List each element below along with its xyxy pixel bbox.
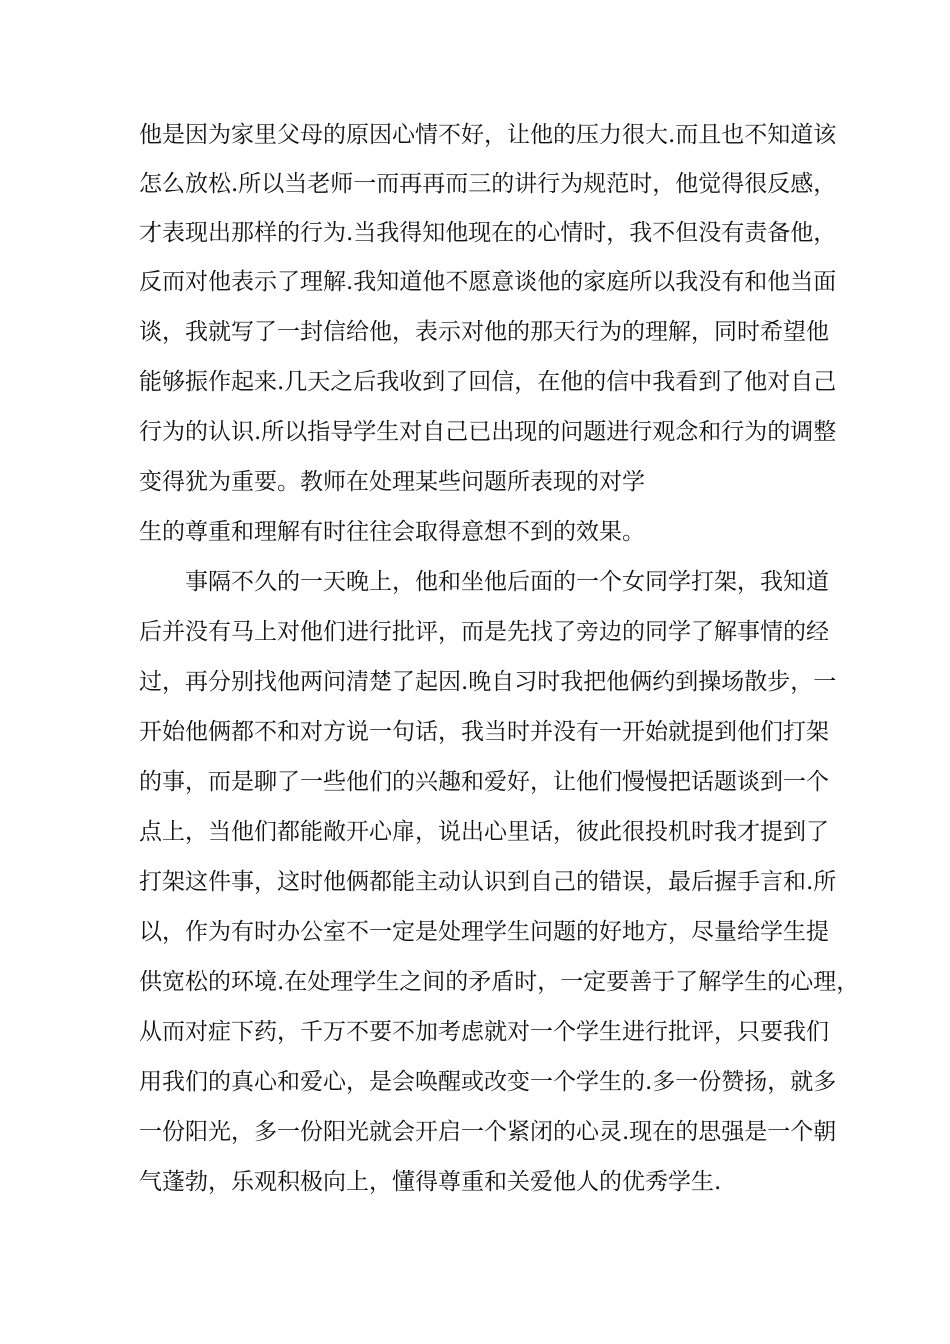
text-line: 过，再分别找他两问清楚了起因.晚自习时我把他俩约到操场散步，一	[139, 669, 837, 695]
paragraph-first-line: 事隔不久的一天晚上，他和坐他后面的一个女同学打架，我知道	[185, 569, 829, 595]
text-line: 点上，当他们都能敞开心扉，说出心里话，彼此很投机时我才提到了	[139, 819, 829, 845]
text-line: 的事，而是聊了一些他们的兴趣和爱好，让他们慢慢把话题谈到一个	[139, 769, 829, 795]
text-line: 气蓬勃，乐观积极向上，懂得尊重和关爱他人的优秀学生.	[139, 1169, 722, 1195]
text-line: 怎么放松.所以当老师一而再再而三的讲行为规范时，他觉得很反感，	[139, 171, 837, 197]
text-line: 打架这件事，这时他俩都能主动认识到自己的错误，最后握手言和.所	[139, 869, 837, 895]
text-line: 生的尊重和理解有时往往会取得意想不到的效果。	[139, 519, 645, 545]
text-line: 一份阳光，多一份阳光就会开启一个紧闭的心灵.现在的思强是一个朝	[139, 1119, 837, 1145]
text-line: 变得犹为重要。教师在处理某些问题所表现的对学	[139, 469, 645, 495]
text-line: 行为的认识.所以指导学生对自己已出现的问题进行观念和行为的调整	[139, 419, 837, 445]
text-line: 他是因为家里父母的原因心情不好，让他的压力很大.而且也不知道该	[139, 122, 837, 148]
text-line: 用我们的真心和爱心，是会唤醒或改变一个学生的.多一份赞扬，就多	[139, 1069, 837, 1095]
text-line: 反而对他表示了理解.我知道他不愿意谈他的家庭所以我没有和他当面	[139, 269, 837, 295]
text-line: 才表现出那样的行为.当我得知他现在的心情时，我不但没有责备他，	[139, 220, 837, 246]
text-line: 供宽松的环境.在处理学生之间的矛盾时，一定要善于了解学生的心理，	[139, 969, 860, 995]
text-line: 开始他俩都不和对方说一句话，我当时并没有一开始就提到他们打架	[139, 719, 829, 745]
text-line: 以，作为有时办公室不一定是处理学生问题的好地方，尽量给学生提	[139, 919, 829, 945]
text-line: 谈，我就写了一封信给他，表示对他的那天行为的理解，同时希望他	[139, 319, 829, 345]
text-line: 能够振作起来.几天之后我收到了回信，在他的信中我看到了他对自己	[139, 369, 837, 395]
text-line: 从而对症下药，千万不要不加考虑就对一个学生进行批评，只要我们	[139, 1019, 829, 1045]
text-line: 后并没有马上对他们进行批评，而是先找了旁边的同学了解事情的经	[139, 619, 829, 645]
